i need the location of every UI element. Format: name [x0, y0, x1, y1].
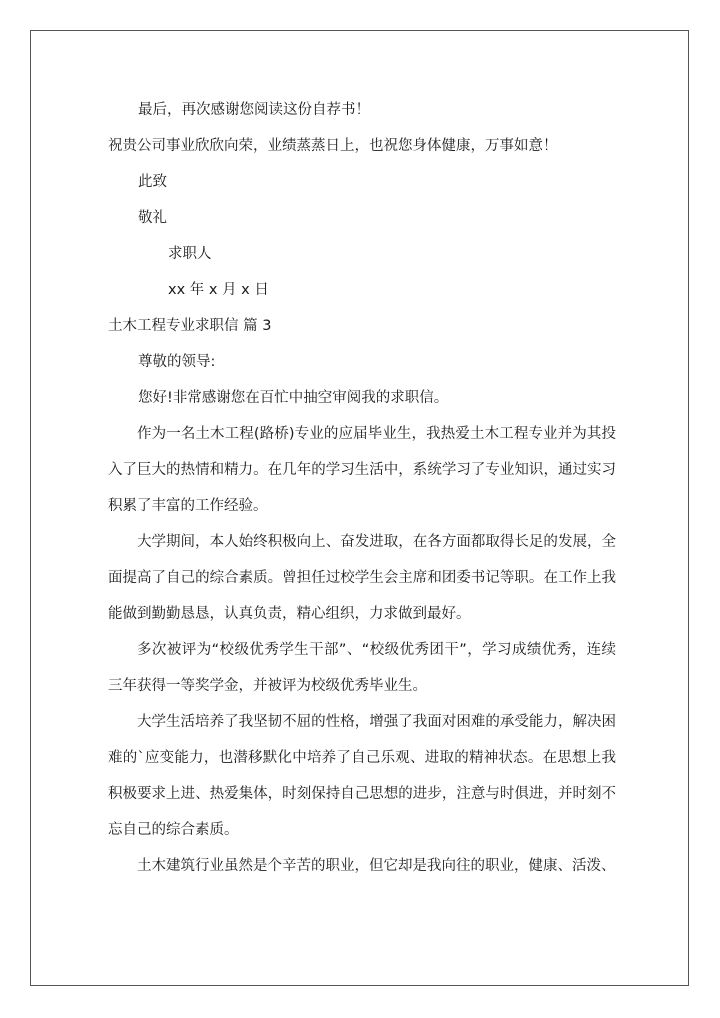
closing-wishes: 祝贵公司事业欣欣向荣，业绩蒸蒸日上，也祝您身体健康，万事如意！	[108, 138, 558, 154]
document-body	[108, 92, 616, 884]
signature-date: xx 年 x 月 x 日	[168, 282, 269, 298]
closing-jingli: 敬礼	[138, 210, 167, 226]
paragraph-5: 土木建筑行业虽然是个辛苦的职业，但它却是我向往的职业，健康、活泼、	[137, 858, 616, 874]
salutation: 尊敬的领导:	[138, 354, 216, 370]
greeting: 您好!非常感谢您在百忙中抽空审阅我的求职信。	[138, 390, 449, 406]
paragraph-2: 大学期间，本人始终积极向上、奋发进取，在各方面都取得长足的发展，全面提高了自己的综合素质。曾担任过校学生会主席和团委书记等职。在工作上我能做到勤勤恳恳，认真负责，精心组织，力求做到最好。	[108, 534, 616, 622]
closing-cizhi: 此致	[138, 174, 167, 190]
signature-name: 求职人	[168, 246, 212, 262]
section-title: 土木工程专业求职信 篇 3	[108, 318, 272, 334]
paragraph-3: 多次被评为“校级优秀学生干部”、“校级优秀团干”，学习成绩优秀，连续三年获得一等奖学金，并被评为校级优秀毕业生。	[108, 642, 616, 694]
paragraph-4: 大学生活培养了我坚韧不屈的性格，增强了我面对困难的承受能力，解决困难的`应变能力，也潜移默化中培养了自己乐观、进取的精神状态。在思想上我积极要求上进、热爱集体，时刻保持自己思想的进步，注意与时俱进，并时刻不忘自己的综合素质。	[108, 714, 616, 838]
paragraph-1: 作为一名土木工程(路桥)专业的应届毕业生，我热爱土木工程专业并为其投入了巨大的热情和精力。在几年的学习生活中，系统学习了专业知识，通过实习积累了丰富的工作经验。	[108, 426, 616, 514]
closing-thanks: 最后，再次感谢您阅读这份自荐书！	[138, 102, 370, 118]
